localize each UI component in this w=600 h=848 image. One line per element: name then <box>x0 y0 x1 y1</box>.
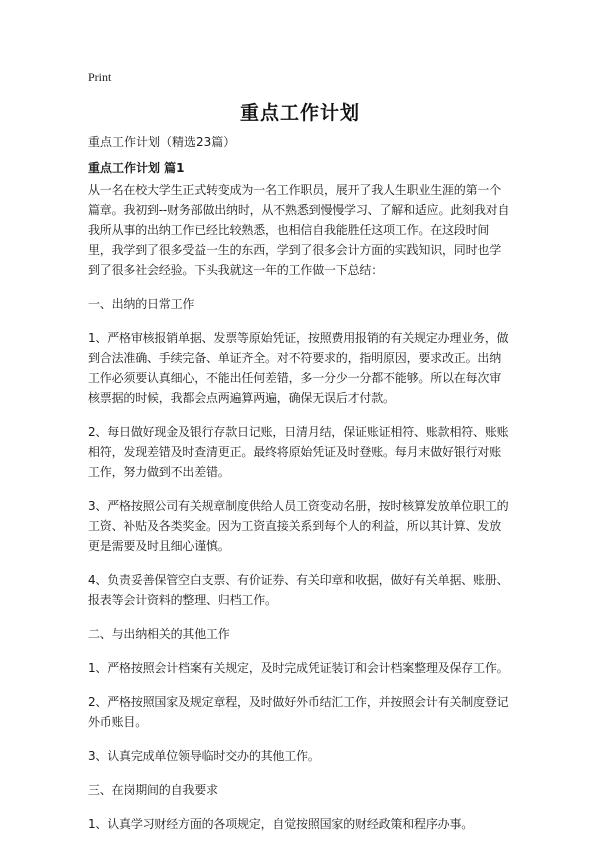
paragraph-item: 1、严格审核报销单据、发票等原始凭证，按照费用报销的有关规定办理业务，做到合法准确、手续完备、单证齐全。对不符要求的，指明原因，要求改正。出纳工作必须要认真细心，不能出任何差错，多一分少一分都不能够。所以在每次审核票据的时候，我都会点两遍算两遍，确保无误后才付款。 <box>88 331 509 405</box>
paragraph-item: 2、严格按照国家及规定章程，及时做好外币结汇工作，并按照会计有关制度登记外币账目。 <box>88 695 509 729</box>
section-title-self-requirements: 三、在岗期间的自我要求 <box>88 783 218 797</box>
paragraph-item: 1、严格按照会计档案有关规定，及时完成凭证装订和会计档案整理及保存工作。 <box>88 661 509 675</box>
section-title-daily-work: 一、出纳的日常工作 <box>88 297 195 311</box>
document-subtitle: 重点工作计划（精选23篇） <box>88 135 236 149</box>
page-title: 重点工作计划 <box>239 102 360 124</box>
section-heading: 重点工作计划 篇1 <box>88 161 185 175</box>
document-body <box>88 132 512 848</box>
paragraph-item: 3、严格按照公司有关规章制度供给人员工资变动名册，按时核算发放单位职工的工资、补贴及各类奖金。因为工资直接关系到每个人的利益，所以其计算、发放更是需要及时且细心谨慎。 <box>88 499 509 553</box>
paragraph-item: 3、认真完成单位领导临时交办的其他工作。 <box>88 749 320 763</box>
paragraph-item: 2、每日做好现金及银行存款日记账，日清月结，保证账证相符、账款相符、账账相符，发现差错及时查清更正。最终将原始凭证及时登账。每月末做好银行对账工作，努力做到不出差错。 <box>88 425 509 479</box>
intro-paragraph: 从一名在校大学生正式转变成为一名工作职员，展开了我人生职业生涯的第一个篇章。我初到--财务部做出纳时，从不熟悉到慢慢学习、了解和适应。此刻我对自我所从事的出纳工作已经比较熟悉，也相信自我能胜任这项工作。在这段时间里，我学到了很多受益一生的东西，学到了很多会计方面的实践知识，同时也学到了很多社会经验。下头我就这一年的工作做一下总结： <box>88 183 510 277</box>
paragraph-item: 4、负责妥善保管空白支票、有价证券、有关印章和收据，做好有关单据、账册、报表等会计资料的整理、归档工作。 <box>88 573 509 607</box>
section-title-other-work: 二、与出纳相关的其他工作 <box>88 627 230 641</box>
paragraph-item: 1、认真学习财经方面的各项规定，自觉按照国家的财经政策和程序办事。 <box>88 817 474 831</box>
print-label: Print <box>88 70 112 84</box>
